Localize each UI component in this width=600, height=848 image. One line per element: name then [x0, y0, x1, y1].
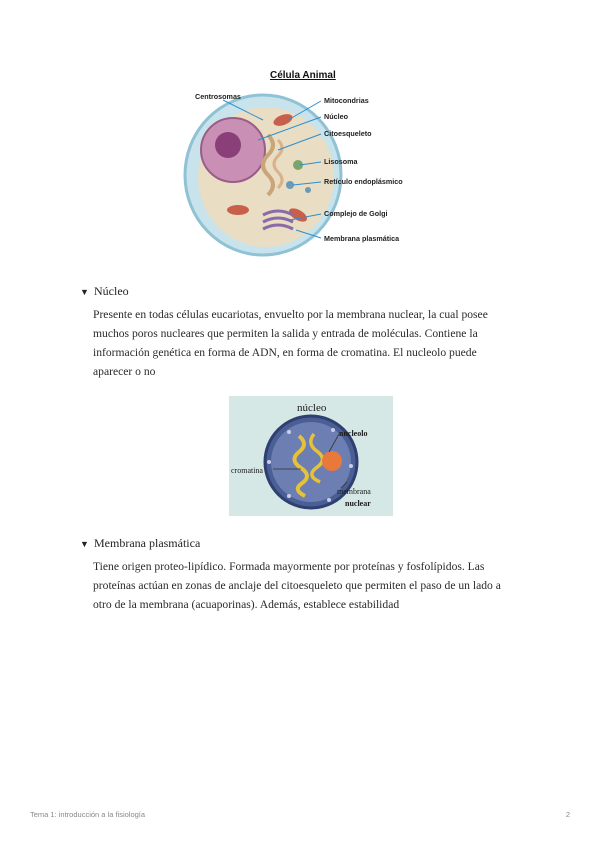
nucleolus-shape: [322, 451, 342, 471]
label-golgi: Complejo de Golgi: [324, 209, 388, 218]
label-lisosoma: Lisosoma: [324, 157, 358, 166]
membrana-paragraph: Tiene origen proteo-lipídico. Formada mayormente por proteínas y fosfolípidos. Las proteínas actúan en zonas de anclaje del citoesqueleto que permiten el paso de un lado a otro de la membrana (acuaporinas). Además, establece estabilidad: [93, 560, 501, 611]
toggle-membrana-label: Membrana plasmática: [94, 536, 201, 550]
label-centrosomas: Centrosomas: [195, 92, 241, 101]
footer-title: Tema 1: introducción a la fisiología: [30, 810, 146, 819]
nucleus-figure: [229, 396, 393, 516]
nucleo-paragraph: Presente en todas células eucariotas, envuelto por la membrana nuclear, la cual posee muchos poros nucleares que permiten la salida y entrada de moléculas. Contiene la información genética en forma de ADN, en forma de cromatina. El nucleolo puede aparecer o no: [93, 308, 488, 378]
triangle-down-icon: ▼: [80, 538, 89, 549]
animal-cell-figure: [178, 65, 426, 265]
toggle-membrana[interactable]: [80, 536, 200, 551]
toggle-nucleo[interactable]: [80, 284, 129, 299]
cell-title: Célula Animal: [270, 70, 336, 81]
label-nuclear: nuclear: [345, 499, 371, 508]
nucleolus-shape: [215, 132, 241, 158]
label-reticulo: Retículo endoplásmico: [324, 177, 403, 186]
label-cromatina: cromatina: [231, 466, 263, 475]
label-citoesqueleto: Citoesqueleto: [324, 129, 372, 138]
page-number: 2: [565, 810, 570, 819]
label-nucleo-title: núcleo: [297, 402, 327, 414]
toggle-nucleo-label: Núcleo: [94, 284, 129, 298]
label-membrana: membrana: [337, 487, 371, 496]
label-nucleolo: nucleolo: [339, 429, 368, 438]
label-mitocondrias: Mitocondrias: [324, 96, 369, 105]
label-membrana: Membrana plasmática: [324, 234, 400, 243]
triangle-down-icon: ▼: [80, 286, 89, 297]
label-nucleo: Núcleo: [324, 112, 348, 121]
